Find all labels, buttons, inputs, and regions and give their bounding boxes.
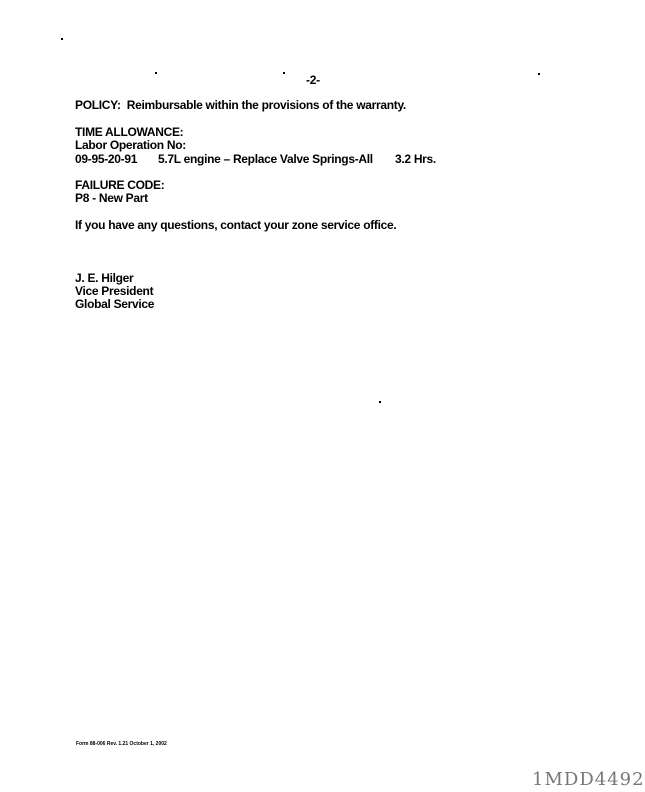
policy-text: Reimbursable within the provisions of the warranty. <box>126 98 406 112</box>
signature-name: J. E. Hilger <box>75 271 134 285</box>
signature-department: Global Service <box>75 297 155 311</box>
labor-operation-label: Labor Operation No: <box>75 138 186 152</box>
operation-code: 09-95-20-91 <box>75 152 138 166</box>
operation-hours: 3.2 Hrs. <box>395 152 436 166</box>
scan-speck <box>61 38 63 40</box>
scan-speck <box>538 73 540 75</box>
failure-code-heading: FAILURE CODE: <box>75 178 165 192</box>
failure-code-value: P8 - New Part <box>75 191 148 205</box>
form-footer: Form 88-006 Rev. 1.21 October 1, 2002 <box>76 741 167 747</box>
bates-stamp: 1MDD4492 <box>532 769 645 790</box>
policy-label: POLICY: <box>75 98 121 112</box>
contact-line: If you have any questions, contact your zone service office. <box>75 218 397 232</box>
scan-speck <box>379 401 381 403</box>
time-allowance-heading: TIME ALLOWANCE: <box>75 125 184 139</box>
page-number: -2- <box>306 73 320 87</box>
operation-description: 5.7L engine – Replace Valve Springs-All <box>158 152 373 166</box>
signature-title: Vice President <box>75 284 154 298</box>
scan-speck <box>155 72 157 74</box>
scan-speck <box>283 72 285 74</box>
policy-line <box>75 98 406 112</box>
